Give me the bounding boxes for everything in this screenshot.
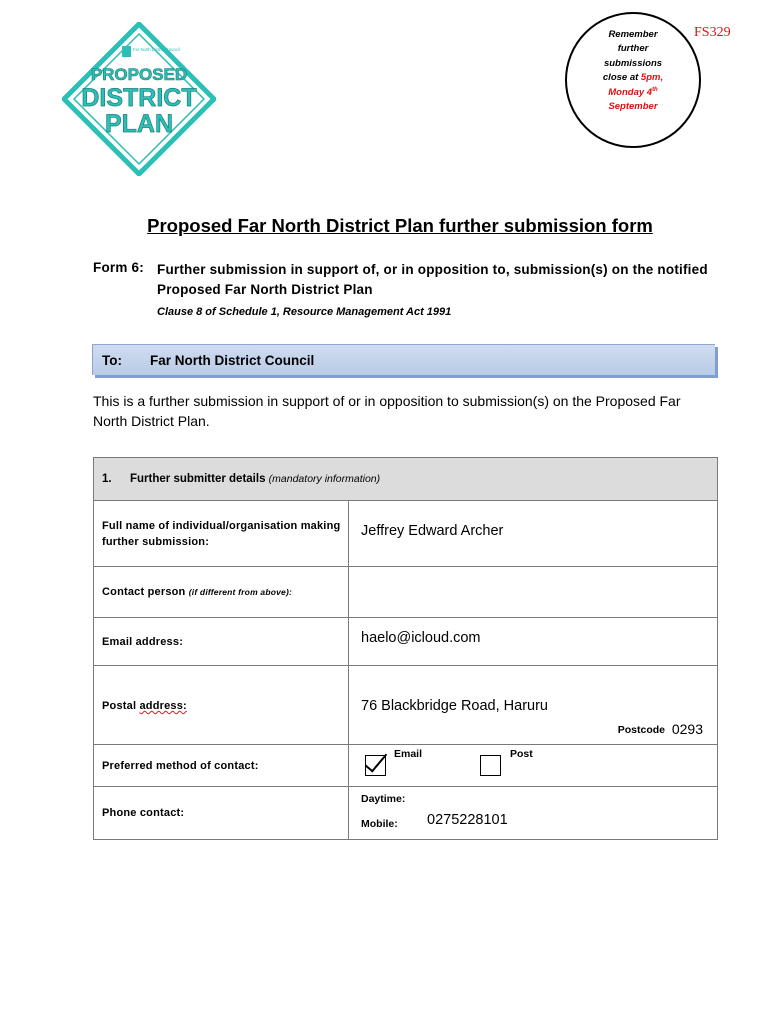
- section-header: [94, 458, 718, 501]
- contact-person-label-text: Contact person: [102, 586, 186, 598]
- postal-label-text: Postal: [102, 700, 140, 712]
- email-option-label: Email: [394, 748, 423, 760]
- preferred-contact-options: [349, 745, 718, 787]
- daytime-phone-label: Daytime:: [361, 793, 406, 805]
- post-option-label: Post: [510, 748, 533, 760]
- reminder-line: Remember: [608, 28, 658, 40]
- reminder-line: further: [617, 43, 649, 54]
- phone-contact-fields: [349, 787, 718, 840]
- recipient-value: Far North District Council: [150, 352, 315, 368]
- reminder-line: submissions: [603, 57, 663, 69]
- logo-council-text: Far North District Council: [133, 47, 180, 52]
- logo-word-proposed: PROPOSED: [90, 65, 188, 84]
- section-title: Further submitter details: [130, 473, 266, 485]
- submitter-details-table: [93, 457, 718, 840]
- recipient-label: To:: [102, 352, 122, 368]
- legal-clause: Clause 8 of Schedule 1, Resource Management Act 1991: [157, 306, 452, 318]
- deadline-reminder-badge: [565, 12, 701, 148]
- form-reference-code: FS329: [694, 25, 731, 40]
- page-title: Proposed Far North District Plan further submission form: [147, 215, 653, 236]
- reminder-deadline-date: [608, 86, 657, 101]
- phone-contact-label: Phone contact:: [94, 787, 349, 840]
- intro-paragraph: This is a further submission in support of or in opposition to submission(s) on the Proposed Far North District Plan.: [93, 393, 681, 429]
- section-number: 1.: [102, 473, 112, 485]
- reminder-text: close at: [602, 72, 641, 83]
- postal-address-value: 76 Blackbridge Road, Haruru: [361, 698, 548, 714]
- form-description: Further submission in support of, or in opposition to, submission(s) on the notified Proposed Far North District Plan: [157, 262, 708, 297]
- form-number-label: Form 6:: [93, 260, 144, 275]
- logo-word-district: DISTRICT: [81, 84, 197, 112]
- preferred-contact-label: Preferred method of contact:: [94, 745, 349, 787]
- contact-person-note: (if different from above):: [188, 587, 293, 597]
- postal-address-field[interactable]: [349, 666, 718, 745]
- email-field[interactable]: haelo@icloud.com: [349, 618, 718, 666]
- postcode-field[interactable]: 0293: [671, 721, 704, 737]
- reminder-deadline-time: 5pm,: [640, 72, 664, 83]
- mobile-phone-label: Mobile:: [361, 818, 398, 830]
- full-name-label: Full name of individual/organisation making further submission:: [94, 501, 349, 567]
- postal-label-underlined: address:: [139, 700, 187, 712]
- section-note: (mandatory information): [268, 473, 381, 485]
- postal-address-label: [94, 666, 349, 745]
- recipient-bar: [92, 344, 715, 375]
- contact-person-label: [94, 567, 349, 618]
- reminder-ordinal: th: [652, 86, 658, 93]
- reminder-line: [603, 71, 663, 86]
- reminder-day: Monday 4: [608, 86, 653, 98]
- full-name-field[interactable]: Jeffrey Edward Archer: [349, 501, 718, 567]
- email-checkbox[interactable]: [365, 755, 386, 776]
- reminder-deadline-month: September: [608, 101, 658, 112]
- contact-person-field[interactable]: [349, 567, 718, 618]
- email-label: Email address:: [94, 618, 349, 666]
- mobile-phone-field[interactable]: 0275228101: [427, 812, 508, 828]
- proposed-district-plan-logo: [62, 22, 216, 176]
- post-checkbox[interactable]: [480, 755, 501, 776]
- logo-word-plan: PLAN: [104, 110, 174, 138]
- postcode-label: Postcode: [617, 724, 666, 736]
